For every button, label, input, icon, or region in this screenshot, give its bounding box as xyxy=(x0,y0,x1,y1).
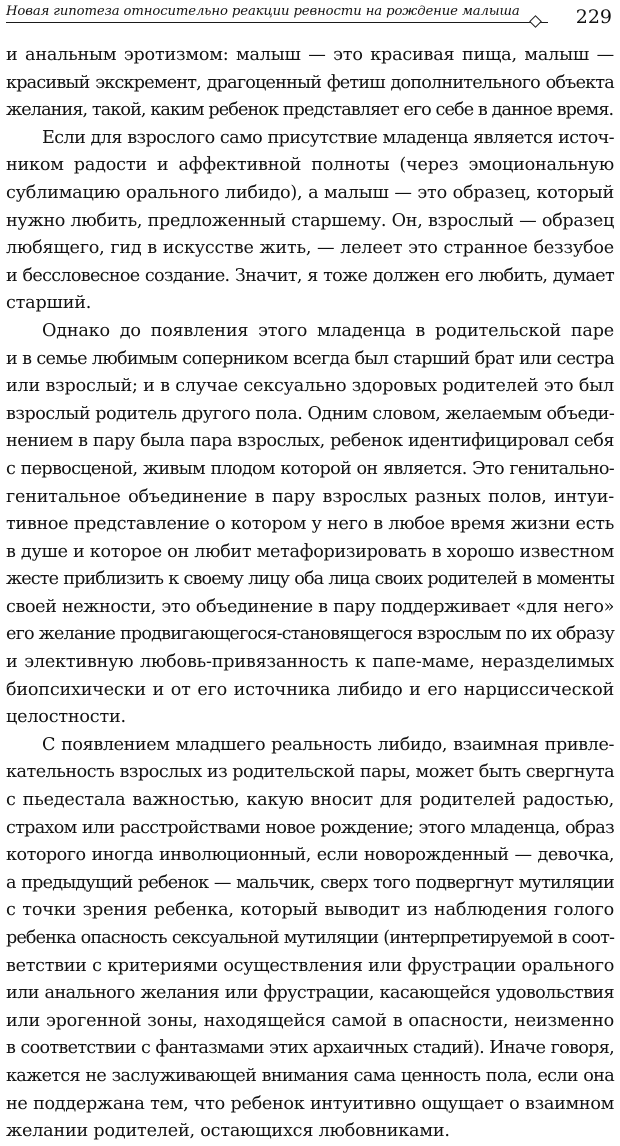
text-line: и анальным эротизмом: малыш — это красивая пища, малыш — xyxy=(6,45,614,65)
text-line: тивное представление о котором у него в любое время жизни есть xyxy=(6,514,614,535)
text-line: ребенка опасность сексуальной мутиляции (интерпретируемой в соот- xyxy=(6,928,614,948)
text-line: взрослый родитель другого пола. Одним словом, желаемым объеди- xyxy=(6,403,615,424)
text-line: кательность взрослых из родительской пары, может быть свергнута xyxy=(6,762,615,783)
text-line: старший. xyxy=(6,293,92,314)
text-line: Если для взрослого само присутствие младенца является источ- xyxy=(42,127,614,148)
text-line: с первосценой, живым плодом которой он является. Это генитально- xyxy=(6,458,614,479)
text-line: которого иногда инволюционный, если новорожденный — девочка, xyxy=(6,845,614,866)
running-title: Новая гипотеза относительно реакции ревности на рождение малыша xyxy=(6,4,520,19)
text-line: в соответствии с фантазмами этих архаичных стадий). Иначе говоря, xyxy=(6,1038,614,1059)
text-line: нением в пару была пара взрослых, ребенок идентифицировал себя xyxy=(6,431,614,452)
text-line: кажется не заслуживающей внимания сама ценность пола, если она xyxy=(6,1065,614,1086)
body-text xyxy=(6,42,614,1146)
page-header xyxy=(6,0,614,34)
text-line: его желание продвигающегося-становящегося взрослым по их образу xyxy=(6,624,614,645)
text-line: биопсихически и от его источника либидо и его нарциссической xyxy=(6,679,614,700)
text-line: желании родителей, остающихся любовниками. xyxy=(6,1121,450,1142)
text-line: жесте приблизить к своему лицу оба лица своих родителей в моменты xyxy=(6,569,614,590)
text-line: генитальное объединение в пару взрослых разных полов, интуи- xyxy=(6,486,614,507)
text-line: и элективную любовь-привязанность к папе-маме, неразделимых xyxy=(6,652,614,673)
diamond-ornament-icon xyxy=(529,15,542,28)
text-line: и бессловесное создание. Значит, я тоже должен его любить, думает xyxy=(6,265,614,286)
page-number: 229 xyxy=(575,6,612,28)
text-line: ником радости и аффективной полноты (через эмоциональную xyxy=(6,155,614,176)
text-line: страхом или расстройствами новое рождение; этого младенца, образ xyxy=(6,817,614,838)
text-line: С появлением младшего реальность либидо, взаимная привле- xyxy=(42,734,614,755)
text-line: нужно любить, предложенный старшему. Он, взрослый — образец xyxy=(6,210,614,231)
text-line: своей нежности, это объединение в пару поддерживает «для него» xyxy=(6,596,614,617)
text-line: или эрогенной зоны, находящейся самой в опасности, неизменно xyxy=(6,1010,614,1031)
text-line: ветствии с критериями осуществления или фрустрации орального xyxy=(6,955,614,976)
text-line: а предыдущий ребенок — мальчик, сверх того подвергнут мутиляции xyxy=(6,872,614,893)
text-line: сублимацию орального либидо), а малыш — это образец, который xyxy=(6,182,614,203)
text-line: красивый экскремент, драгоценный фетиш дополнительного объекта xyxy=(6,72,614,93)
header-rule xyxy=(6,22,548,23)
text-line: или анального желания или фрустрации, касающейся удовольствия xyxy=(6,983,614,1004)
text-line: с пьедестала важностью, какую вносит для родителей радостью, xyxy=(6,790,614,811)
text-line: и в семье любимым соперником всегда был старший брат или сестра xyxy=(6,348,614,369)
text-line: любящего, гид в искусстве жить, — лелеет это странное беззубое xyxy=(6,238,614,259)
text-line: не поддержана тем, что ребенок интуитивно ощущает о взаимном xyxy=(6,1093,614,1114)
text-line: или взрослый; и в случае сексуально здоровых родителей это был xyxy=(6,376,614,397)
text-line: Однако до появления этого младенца в родительской паре xyxy=(42,320,614,341)
text-line: с точки зрения ребенка, который выводит из наблюдения голого xyxy=(6,900,614,921)
text-line: желания, такой, каким ребенок представляет его себе в данное время. xyxy=(6,100,614,121)
text-line: целостности. xyxy=(6,707,126,728)
text-line: в душе и которое он любит метафоризировать в хорошо известном xyxy=(6,541,614,562)
